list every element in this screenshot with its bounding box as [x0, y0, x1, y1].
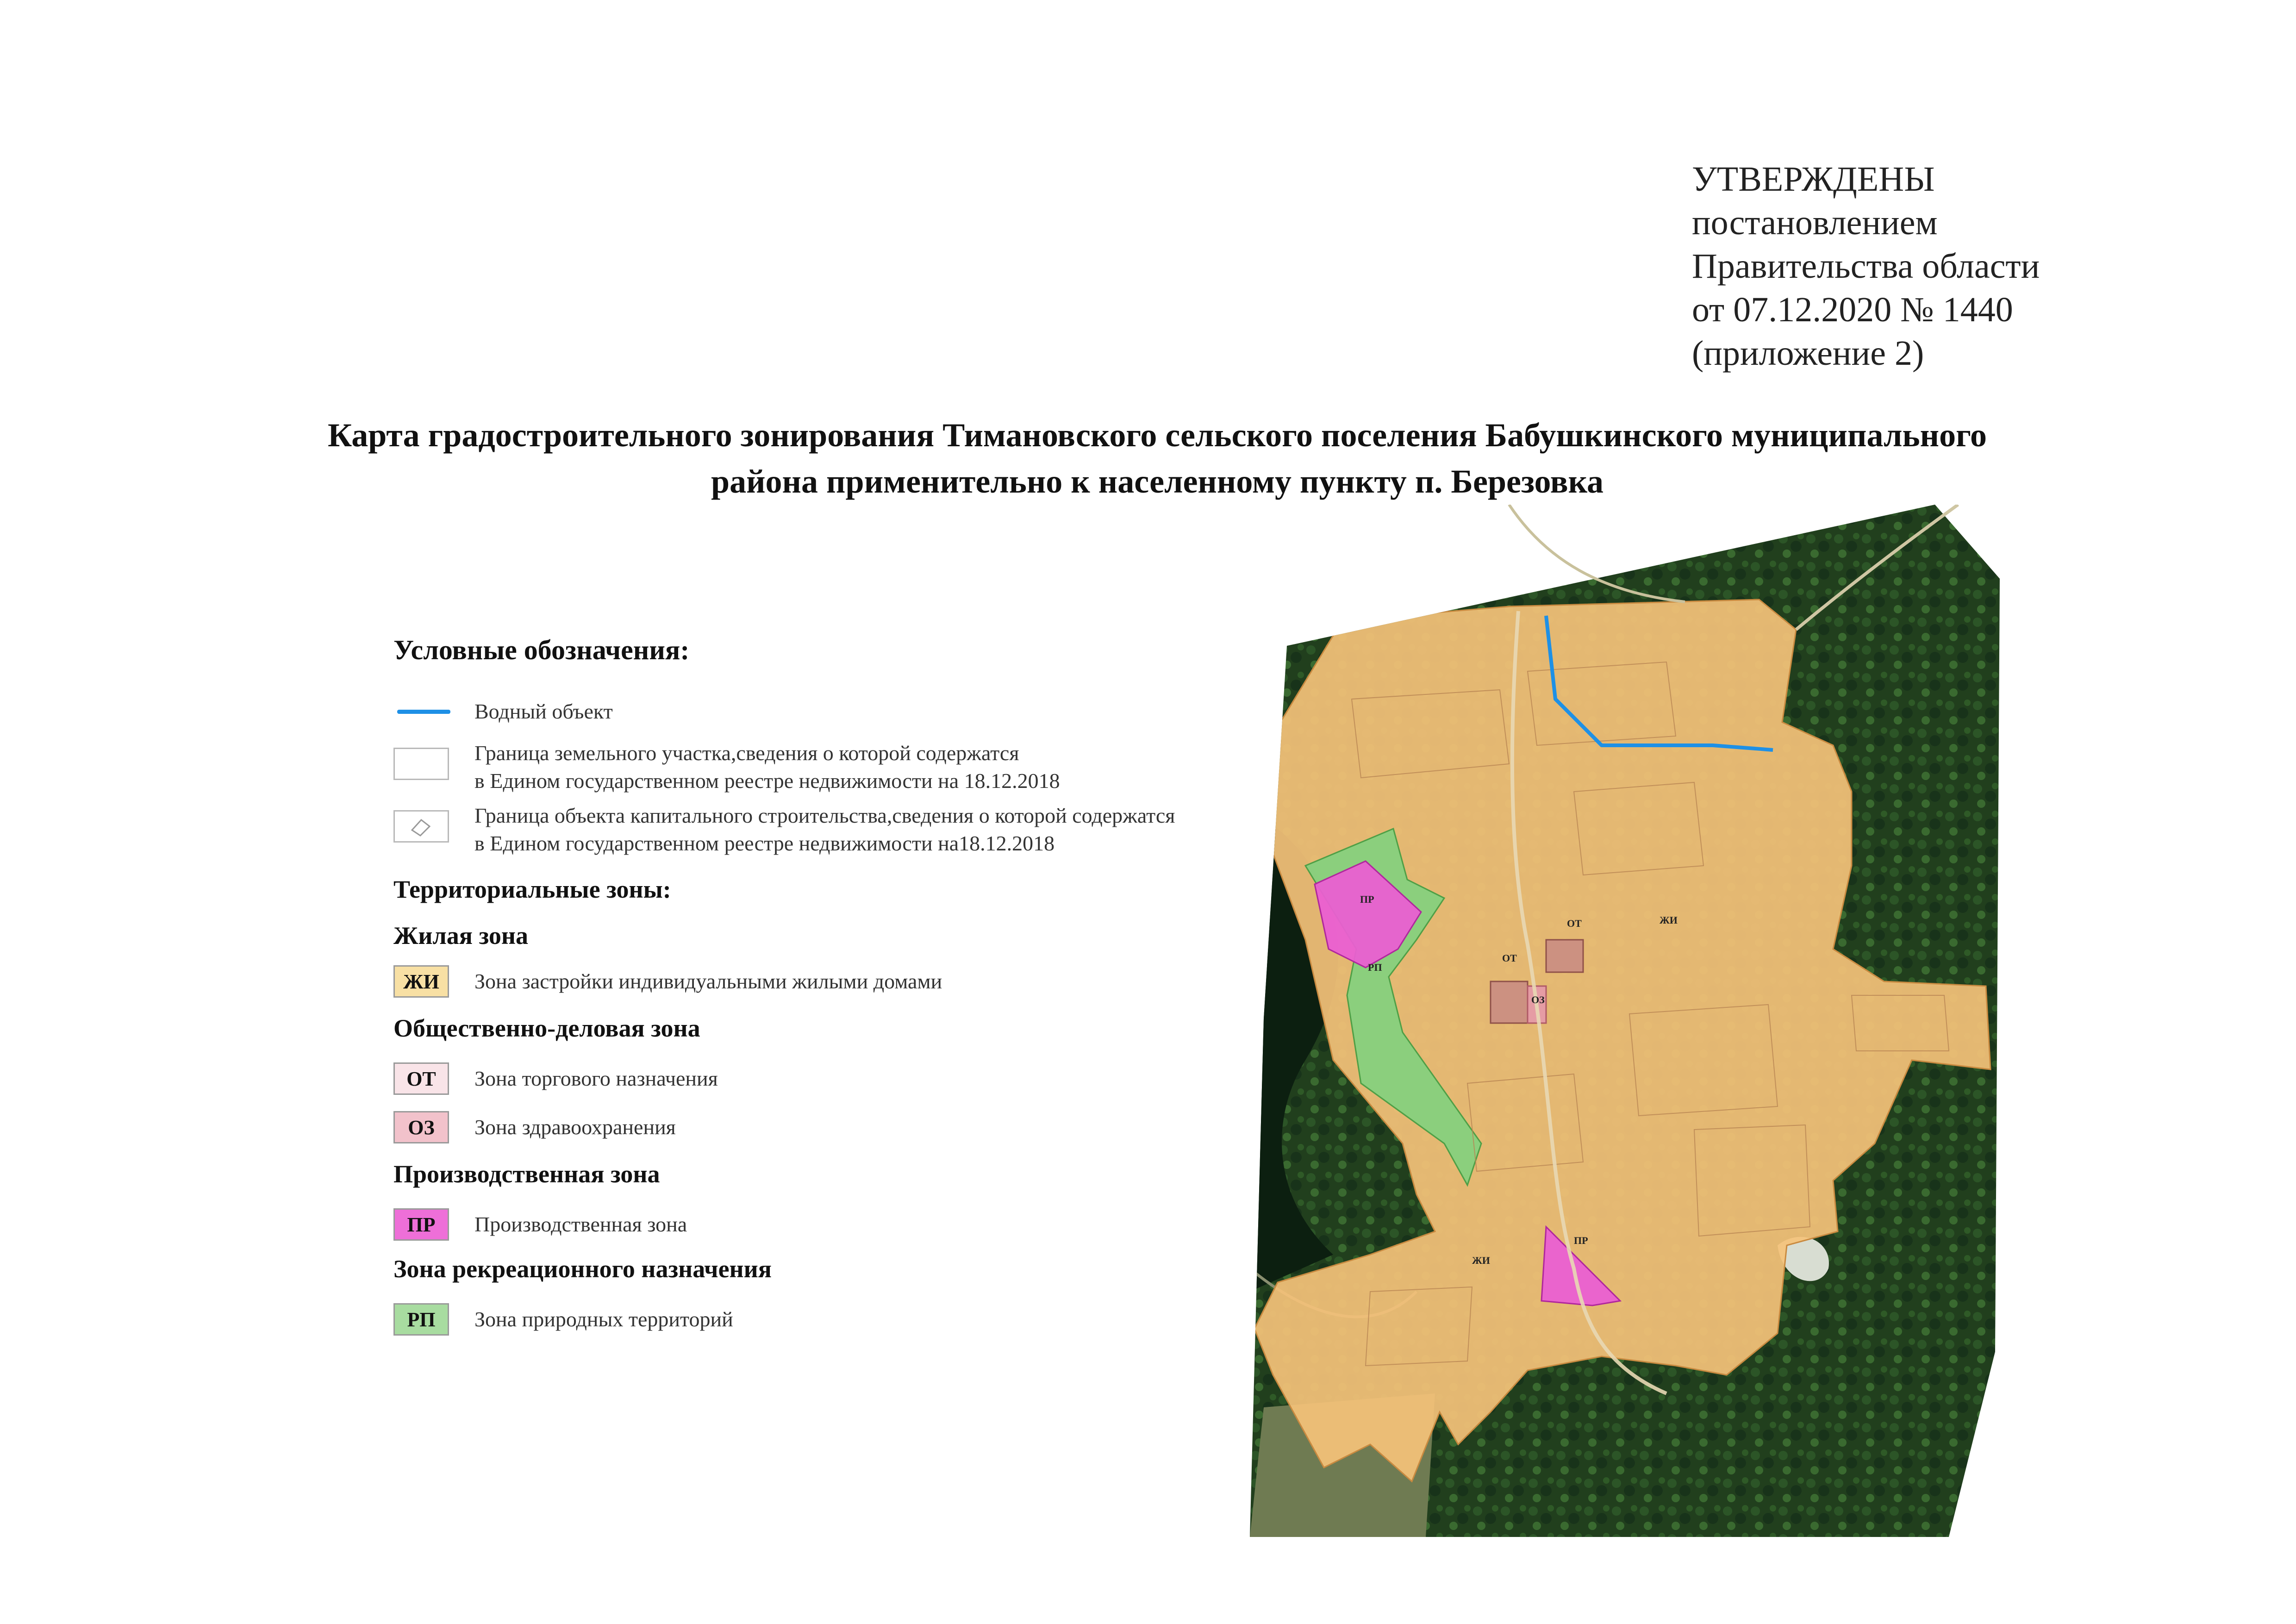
label-zhi-2: ЖИ [1472, 1255, 1490, 1266]
legend-ot-label: Зона торгового назначения [474, 1067, 718, 1090]
label-rp: РП [1368, 962, 1382, 973]
approval-block [1692, 157, 2040, 375]
label-oz: ОЗ [1531, 994, 1545, 1006]
label-zhi-1: ЖИ [1660, 914, 1678, 926]
legend-pr-label: Производственная зона [474, 1212, 687, 1236]
label-pr-south: ПР [1574, 1235, 1588, 1246]
approval-line-1: УТВЕРЖДЕНЫ [1692, 160, 1935, 199]
industrial-zone-heading: Производственная зона [393, 1160, 660, 1188]
label-ot-1: ОТ [1567, 918, 1582, 929]
zhi-swatch: ЖИ [393, 965, 449, 998]
approval-line-2: постановлением [1692, 203, 1938, 242]
building-boundary-icon [393, 810, 449, 843]
public-zone-heading: Общественно-деловая зона [393, 1014, 700, 1042]
map-title [176, 412, 2139, 505]
zone-ot-1[interactable] [1546, 940, 1583, 972]
pr-swatch: ПР [393, 1208, 449, 1241]
water-line-icon [397, 710, 450, 714]
recreation-zone-heading: Зона рекреационного назначения [393, 1255, 772, 1283]
approval-line-3: Правительства области [1692, 247, 2040, 286]
zoning-map[interactable] [1250, 505, 2009, 1537]
legend-building-label-2: в Едином государственном реестре недвижимости на18.12.2018 [474, 831, 1055, 855]
territorial-zones-heading: Территориальные зоны: [393, 875, 671, 903]
legend-parcel-label-1: Граница земельного участка,сведения о которой содержатся [474, 741, 1019, 765]
ot-swatch: ОТ [393, 1062, 449, 1095]
label-pr-north: ПР [1360, 893, 1374, 905]
residential-zone-heading: Жилая зона [393, 922, 529, 949]
legend-heading: Условные обозначения: [393, 635, 690, 665]
zoning-map-svg[interactable] [1250, 505, 2009, 1537]
map-title-line-1: Карта градостроительного зонирования Тимановского сельского поселения Бабушкинского муниципального [328, 417, 1987, 454]
parcel-boundary-icon [393, 748, 449, 780]
legend-oz-label: Зона здравоохранения [474, 1115, 676, 1139]
map-title-line-2: района применительно к населенному пункту п. Березовка [711, 463, 1603, 500]
rp-swatch: РП [393, 1303, 449, 1336]
zone-ot-2[interactable] [1491, 981, 1528, 1023]
label-ot-2: ОТ [1502, 952, 1517, 964]
oz-swatch: ОЗ [393, 1111, 449, 1143]
legend-rp-label: Зона природных территорий [474, 1307, 733, 1331]
approval-line-4: от 07.12.2020 № 1440 [1692, 290, 2013, 329]
legend-building-label-1: Граница объекта капитального строительства,сведения о которой содержатся [474, 804, 1175, 827]
legend-parcel-label-2: в Едином государственном реестре недвижимости на 18.12.2018 [474, 769, 1060, 793]
legend-water-label: Водный объект [474, 700, 613, 723]
legend-zhi-label: Зона застройки индивидуальными жилыми домами [474, 969, 942, 993]
approval-line-5: (приложение 2) [1692, 334, 1924, 373]
